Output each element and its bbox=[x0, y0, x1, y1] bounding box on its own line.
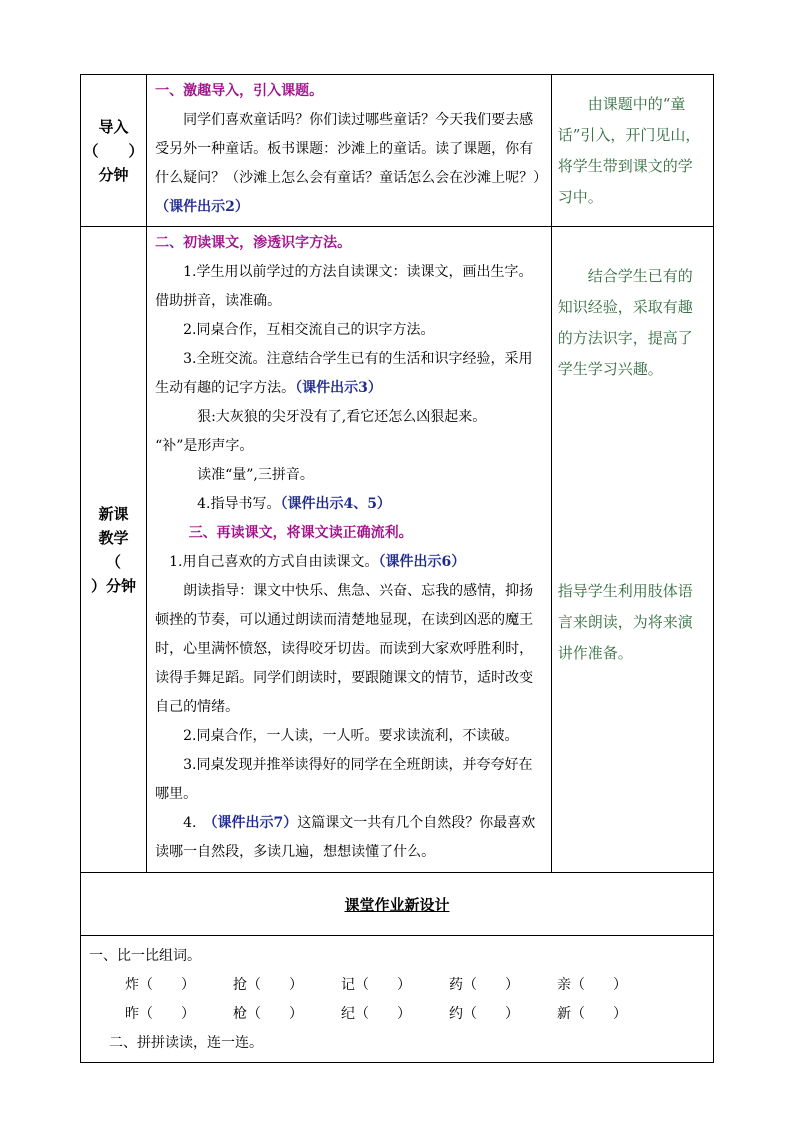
intro-row bbox=[81, 75, 714, 227]
word-blank: 约（ ） bbox=[449, 1006, 519, 1022]
step-3: 3.全班交流。注意结合学生已有的生活和识字经验，采用生动有趣的记字方法。（课件出示3） bbox=[155, 351, 533, 396]
intro-heading: 一、激趣导入，引入课题。 bbox=[155, 83, 324, 99]
stage-teach-line1: 新课 bbox=[98, 504, 129, 523]
example-liang: 读准“量”,三拼音。 bbox=[197, 467, 314, 483]
courseware-cue: （课件出示6） bbox=[378, 554, 466, 570]
step-2: 2.同桌合作，互相交流自己的识字方法。 bbox=[183, 322, 435, 338]
teach-row bbox=[81, 227, 714, 873]
word-blank: 新（ ） bbox=[557, 1006, 627, 1022]
word-blank: 记（ ） bbox=[341, 977, 411, 993]
homework-title: 课堂作业新设计 bbox=[81, 873, 714, 936]
word-blank: 枪（ ） bbox=[233, 1006, 303, 1022]
word-blank: 昨（ ） bbox=[125, 1006, 195, 1022]
section2-heading: 二、初读课文，渗透识字方法。 bbox=[155, 235, 352, 251]
word-pairs-row-1 bbox=[89, 971, 705, 1000]
read-step-1: 1.用自己喜欢的方式自由读课文。（课件出示6） bbox=[169, 554, 466, 570]
read-step-2: 2.同桌合作，一人读，一人听。要求读流利，不读破。 bbox=[183, 728, 519, 744]
stage-intro-line2: （ ） bbox=[83, 141, 144, 160]
stage-intro-line1: 导入 bbox=[98, 117, 129, 136]
example-hen: 狠:大灰狼的尖牙没有了,看它还怎么凶狠起来。 bbox=[197, 409, 487, 425]
word-blank: 纪（ ） bbox=[341, 1006, 411, 1022]
intro-note: 由课题中的“童话”引入，开门见山，将学生带到课文的学习中。 bbox=[551, 75, 713, 227]
homework-q2: 二、拼拼读读，连一连。 bbox=[109, 1035, 263, 1051]
stage-intro-line3: 分钟 bbox=[98, 165, 129, 184]
homework-title-row bbox=[81, 873, 714, 936]
word-blank: 炸（ ） bbox=[125, 977, 195, 993]
lesson-plan-table bbox=[80, 74, 714, 1063]
word-blank: 抢（ ） bbox=[233, 977, 303, 993]
teach-notes bbox=[551, 227, 713, 873]
courseware-cue: （课件出示7） bbox=[210, 815, 298, 831]
reading-guidance: 朗读指导：课文中快乐、焦急、兴奋、忘我的感情，抑扬顿挫的节奏，可以通过朗读而清楚地显现，在读到凶恶的魔王时，心里满怀愤怒，读得咬牙切齿。而读到大家欢呼胜利时，读得手舞足蹈。同学们朗读时，要跟随课文的情节，适时改变自己的情绪。 bbox=[155, 583, 534, 715]
read-step-3: 3.同桌发现并推举读得好的同学在全班朗读，并夸夸好在哪里。 bbox=[155, 757, 533, 802]
word-blank: 药（ ） bbox=[449, 977, 519, 993]
stage-intro bbox=[81, 75, 147, 227]
stage-teach-line3: （ bbox=[106, 552, 122, 571]
courseware-cue: （课件出示4、5） bbox=[280, 496, 391, 512]
read-step-4: 4. （课件出示7）这篇课文一共有几个自然段？你最喜欢读哪一自然段，多读几遍，想想读懂了什么。 bbox=[155, 815, 536, 860]
teach-content bbox=[147, 227, 552, 873]
step-4: 4.指导书写。（课件出示4、5） bbox=[197, 496, 391, 512]
step-1: 1.学生用以前学过的方法自读课文：读课文，画出生字。借助拼音，读准确。 bbox=[155, 264, 533, 309]
homework-row bbox=[81, 936, 714, 1063]
teach-note-1: 结合学生已有的知识经验，采取有趣的方法识字，提高了学生学习兴趣。 bbox=[557, 267, 693, 378]
stage-teach-line2: 教学 bbox=[98, 528, 129, 547]
word-pairs-row-2 bbox=[89, 1000, 705, 1029]
courseware-cue: （课件出示3） bbox=[295, 380, 382, 396]
intro-content bbox=[147, 75, 552, 227]
stage-teach bbox=[81, 227, 147, 873]
section3-heading: 三、再读课文，将课文读正确流利。 bbox=[188, 525, 413, 541]
intro-paragraph: 同学们喜欢童话吗？你们读过哪些童话？今天我们要去感受另外一种童话。板书课题：沙滩上的童话。读了课题，你有什么疑问？（沙滩上怎么会有童话？童话怎么会在沙滩上呢？）（课件出示2） bbox=[155, 112, 548, 215]
word-blank: 亲（ ） bbox=[557, 977, 627, 993]
courseware-cue: （课件出示2） bbox=[155, 199, 249, 215]
homework-content bbox=[81, 936, 714, 1063]
homework-q1: 一、比一比组词。 bbox=[89, 948, 201, 964]
stage-teach-line4: ）分钟 bbox=[91, 576, 137, 595]
example-bu: “补”是形声字。 bbox=[155, 438, 254, 454]
teach-note-2: 指导学生利用肢体语言来朗读，为将来演讲作准备。 bbox=[557, 582, 693, 662]
